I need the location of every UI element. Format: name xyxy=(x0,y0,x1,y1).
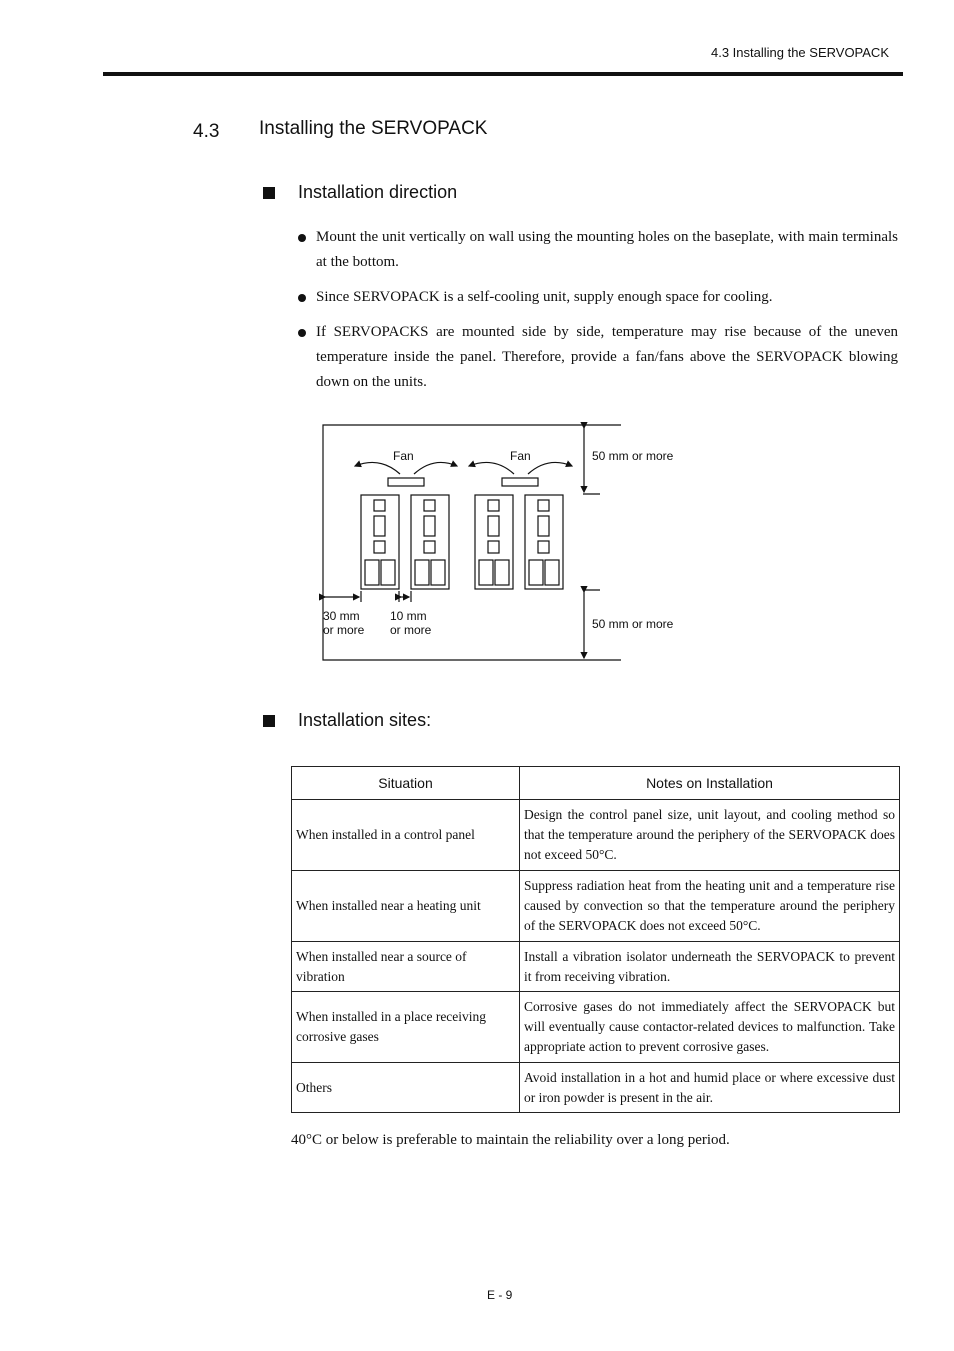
bullet-text: Since SERVOPACK is a self-cooling unit, supply enough space for cooling. xyxy=(316,289,773,305)
notes-cell: Suppress radiation heat from the heating unit and a temperature rise caused by convection so that the temperature around the periphery of the SERVOPACK does not exceed 50°C. xyxy=(520,871,900,942)
bullet-item xyxy=(298,285,898,310)
bullet-dot-icon xyxy=(298,294,306,302)
airflow-arrow xyxy=(469,462,514,474)
table-row xyxy=(292,1063,900,1113)
bottom-clearance-label: 50 mm or more xyxy=(592,617,674,631)
situation-cell: When installed near a heating unit xyxy=(292,871,520,942)
temperature-footnote: 40°C or below is preferable to maintain the reliability over a long period. xyxy=(291,1132,730,1148)
table-row xyxy=(292,942,900,992)
servopack-unit xyxy=(525,495,563,589)
square-bullet-icon xyxy=(263,187,275,199)
panel-outline xyxy=(323,425,621,660)
servopack-unit xyxy=(475,495,513,589)
running-head: 4.3 Installing the SERVOPACK xyxy=(710,45,889,60)
side-clearance-line1: 30 mm xyxy=(323,609,360,623)
servopack-unit xyxy=(361,495,399,589)
side-clearance-label xyxy=(323,609,364,637)
square-bullet-icon xyxy=(263,715,275,727)
airflow-arrow xyxy=(355,462,400,474)
side-clearance-line2: or more xyxy=(323,623,365,637)
notes-cell: Install a vibration isolator underneath the SERVOPACK to prevent it from receiving vibration. xyxy=(520,942,900,992)
fan-label-right: Fan xyxy=(510,449,531,463)
situation-cell: Others xyxy=(292,1063,520,1113)
header-rule xyxy=(103,72,903,76)
bullet-item xyxy=(298,320,898,395)
between-clearance-line2: or more xyxy=(390,623,432,637)
installation-sites-table xyxy=(291,766,900,1113)
fan-right xyxy=(502,478,538,486)
between-clearance-label xyxy=(390,609,431,637)
installation-sites-title: Installation sites: xyxy=(298,710,432,730)
bullet-item xyxy=(298,225,898,275)
installation-direction-title: Installation direction xyxy=(298,182,458,202)
notes-cell: Design the control panel size, unit layout, and cooling method so that the temperature around the periphery of the SERVOPACK does not exceed 50°C. xyxy=(520,800,900,871)
section-number: 4.3 xyxy=(193,121,220,142)
direction-bullet-list xyxy=(298,225,898,405)
airflow-arrow xyxy=(414,462,457,474)
installation-direction-heading xyxy=(263,182,457,203)
situation-cell: When installed in a place receiving corrosive gases xyxy=(292,992,520,1063)
situation-cell: When installed in a control panel xyxy=(292,800,520,871)
servopack-unit xyxy=(411,495,449,589)
bullet-text: If SERVOPACKS are mounted side by side, temperature may rise because of the uneven temperature inside the panel. Therefore, provide a fan/fans above the SERVOPACK blowing down on the units. xyxy=(316,324,898,390)
situation-cell: When installed near a source of vibration xyxy=(292,942,520,992)
notes-cell: Corrosive gases do not immediately affect the SERVOPACK but will eventually cause contactor-related devices to malfunction. Take appropriate action to prevent corrosive gases. xyxy=(520,992,900,1063)
table-row xyxy=(292,992,900,1063)
fan-label-left: Fan xyxy=(393,449,414,463)
installation-sites-heading xyxy=(263,710,431,731)
notes-cell: Avoid installation in a hot and humid place or where excessive dust or iron powder is present in the air. xyxy=(520,1063,900,1113)
column-header-situation: Situation xyxy=(292,767,520,800)
section-title: Installing the SERVOPACK xyxy=(259,118,488,139)
fan-left xyxy=(388,478,424,486)
table-row xyxy=(292,871,900,942)
table-header-row xyxy=(292,767,900,800)
page-number: E - 9 xyxy=(487,1288,513,1302)
bullet-dot-icon xyxy=(298,329,306,337)
top-clearance-label: 50 mm or more xyxy=(592,449,674,463)
bullet-dot-icon xyxy=(298,234,306,242)
table-row xyxy=(292,800,900,871)
bullet-text: Mount the unit vertically on wall using the mounting holes on the baseplate, with main terminals at the bottom. xyxy=(316,229,898,270)
column-header-notes: Notes on Installation xyxy=(520,767,900,800)
mounting-clearance-diagram xyxy=(318,420,698,670)
airflow-arrow xyxy=(528,462,572,474)
between-clearance-line1: 10 mm xyxy=(390,609,427,623)
